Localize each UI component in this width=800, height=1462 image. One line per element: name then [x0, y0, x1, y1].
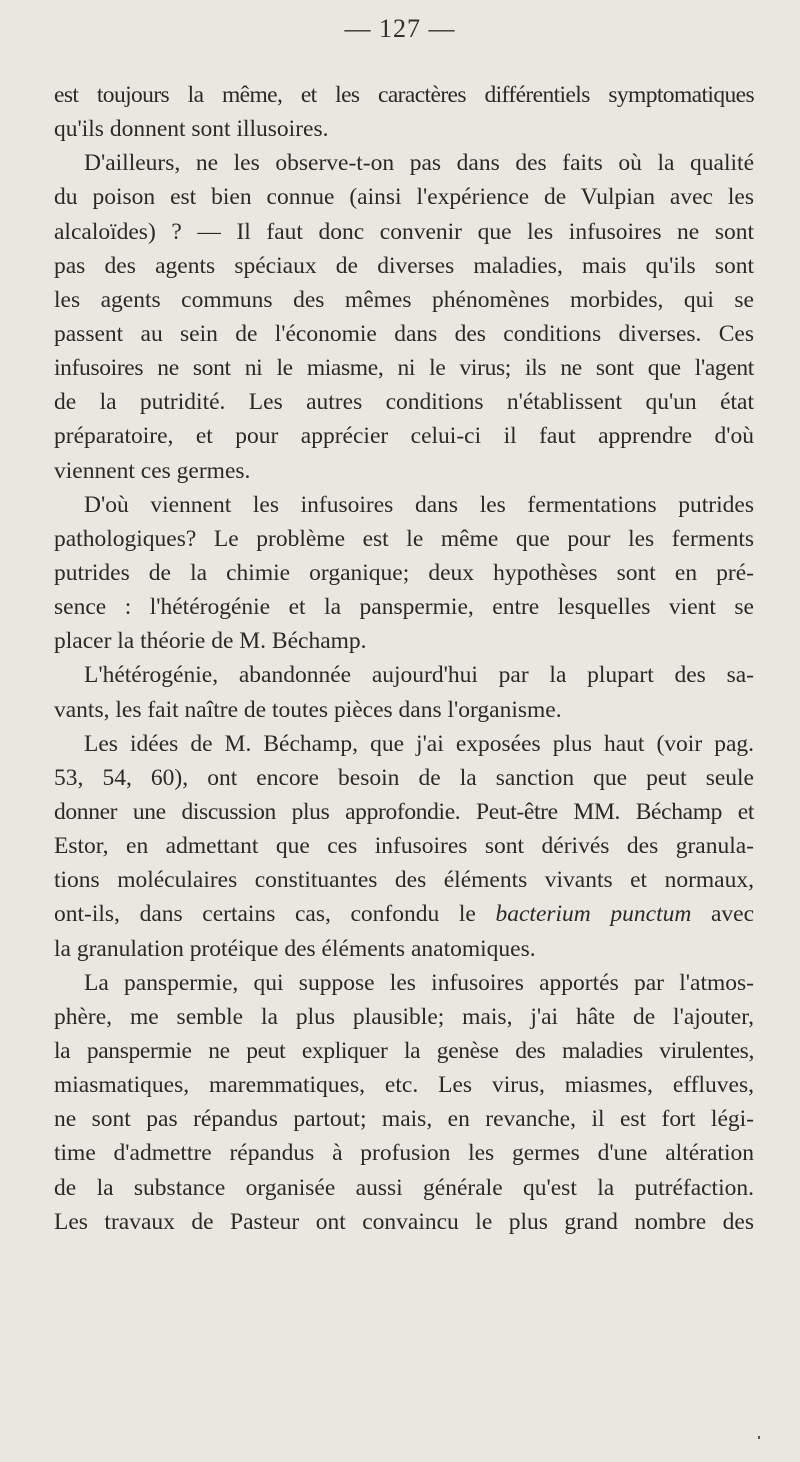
text-line-14: pathologiques? Le problème est le même que pour les ferments — [54, 525, 754, 552]
text-line-21: 53, 54, 60), ont encore besoin de la sanction que peut seule — [54, 764, 754, 791]
text-line-31: ne sont pas répandus partout; mais, en revanche, il est fort légi- — [54, 1106, 754, 1133]
text-line-22: donner une discussion plus approfondie. Peut-être MM. Béchamp et — [54, 798, 754, 825]
text-line-5: alcaloïdes) ? — Il faut donc convenir que les infusoires ne sont — [54, 218, 754, 245]
text-line-13: D'où viennent les infusoires dans les fermentations putrides — [84, 491, 754, 518]
text-line-3: D'ailleurs, ne les observe-t-on pas dans des faits où la qualité — [84, 150, 754, 177]
text-line-12: viennent ces germes. — [54, 457, 251, 484]
text-line-20: Les idées de M. Béchamp, que j'ai exposées plus haut (voir pag. — [84, 730, 754, 757]
text-line-30: miasmatiques, maremmatiques, etc. Les virus, miasmes, effluves, — [54, 1072, 754, 1099]
text-line-18: L'hétérogénie, abandonnée aujourd'hui par la plupart des sa- — [84, 662, 754, 689]
text-line-2: qu'ils donnent sont illusoires. — [54, 116, 329, 143]
italic-term: bacterium punctum — [495, 901, 692, 928]
line-25-end: avec — [710, 901, 755, 928]
text-line-26: la granulation protéique des éléments anatomiques. — [54, 935, 536, 962]
text-line-4: du poison est bien connue (ainsi l'expérience de Vulpian avec les — [54, 184, 754, 211]
text-line-19: vants, les fait naître de toutes pièces dans l'organisme. — [54, 696, 562, 723]
text-line-8: passent au sein de l'économie dans des conditions diverses. Ces — [54, 320, 754, 347]
text-line-29: la panspermie ne peut expliquer la genèse des maladies virulentes, — [54, 1037, 754, 1064]
text-line-27: La panspermie, qui suppose les infusoires apportés par l'atmos- — [84, 969, 754, 996]
text-line-17: placer la théorie de M. Béchamp. — [54, 628, 367, 655]
text-line-32: time d'admettre répandus à profusion les germes d'une altération — [54, 1140, 754, 1167]
text-line-28: phère, me semble la plus plausible; mais, j'ai hâte de l'ajouter, — [54, 1003, 754, 1030]
body-text — [54, 78, 754, 1239]
text-line-11: préparatoire, et pour apprécier celui-ci il faut apprendre d'où — [54, 423, 754, 450]
page-number-header: — 127 — — [344, 14, 456, 43]
ink-speck — [758, 1436, 760, 1439]
text-line-16: sence : l'hétérogénie et la panspermie, entre lesquelles vient se — [54, 594, 754, 621]
line-25-start: ont-ils, dans certains cas, confondu le — [54, 901, 476, 928]
text-line-33: de la substance organisée aussi générale qu'est la putréfaction. — [54, 1174, 754, 1201]
text-line-34: Les travaux de Pasteur ont convaincu le plus grand nombre des — [54, 1208, 754, 1235]
text-line-6: pas des agents spéciaux de diverses maladies, mais qu'ils sont — [54, 252, 754, 279]
text-line-25 — [54, 897, 754, 931]
text-line-15: putrides de la chimie organique; deux hypothèses sont en pré- — [54, 559, 754, 586]
text-line-7: les agents communs des mêmes phénomènes morbides, qui se — [54, 286, 754, 313]
text-line-23: Estor, en admettant que ces infusoires sont dérivés des granula- — [54, 833, 754, 860]
text-line-24: tions moléculaires constituantes des éléments vivants et normaux, — [54, 867, 754, 894]
text-line-9: infusoires ne sont ni le miasme, ni le virus; ils ne sont que l'agent — [54, 355, 754, 382]
text-line-10: de la putridité. Les autres conditions n'établissent qu'un état — [54, 389, 754, 416]
text-line-1: est toujours la même, et les caractères différentiels symptomatiques — [54, 82, 754, 108]
